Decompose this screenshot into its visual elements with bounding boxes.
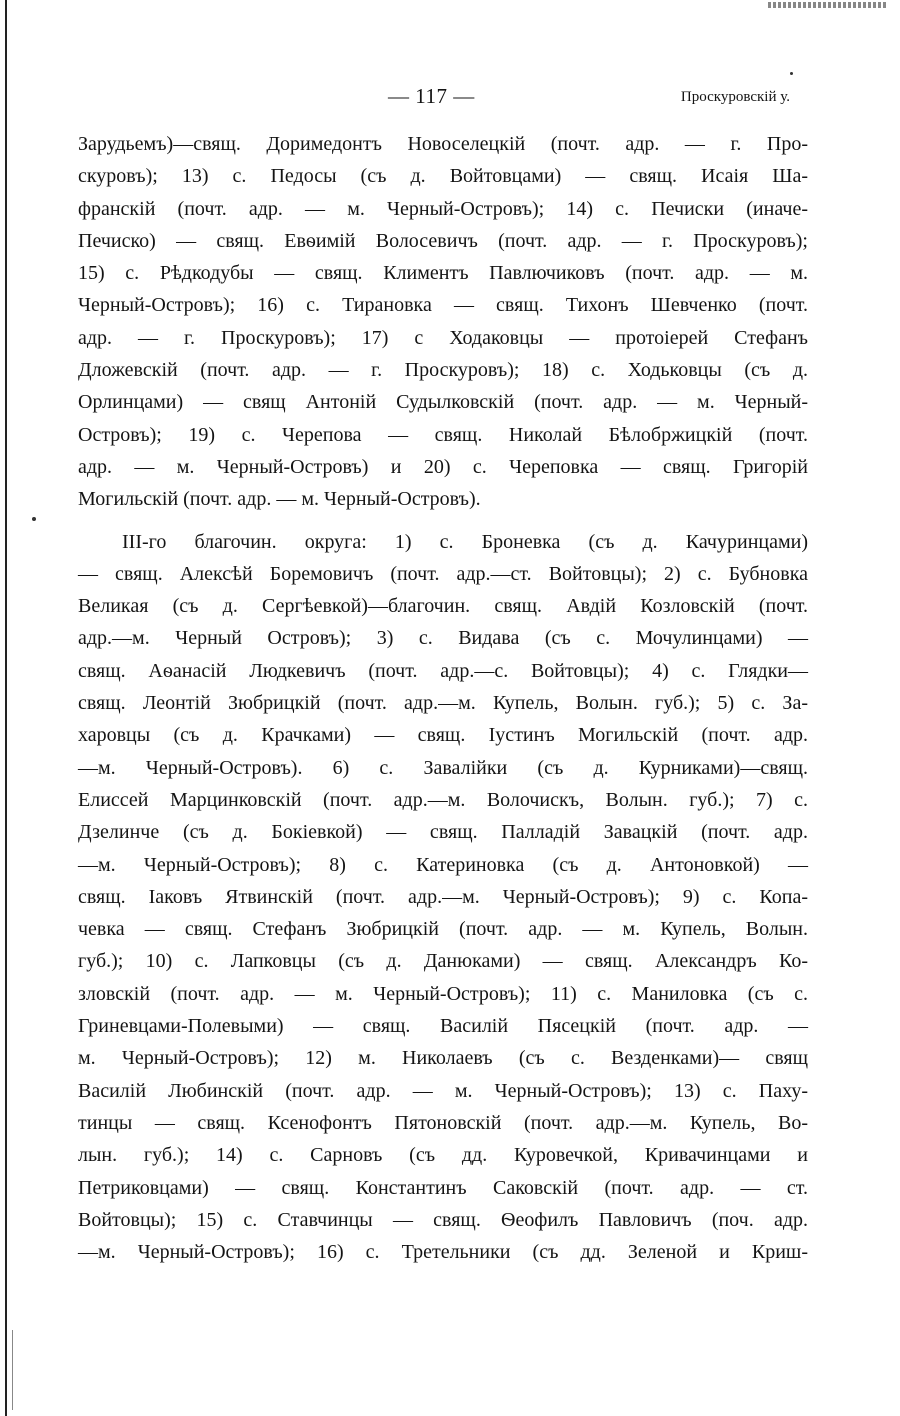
text-line: Островъ); 19) с. Черепова — свящ. Николай Бѣлобржицкій (почт.	[78, 423, 808, 446]
scan-artifact-top	[768, 2, 886, 8]
text-line: м. Черный-Островъ); 12) м. Николаевъ (съ с. Везденками)— свящ	[78, 1047, 808, 1070]
text-line: чевка — свящ. Стефанъ Зюбрицкій (почт. адр. — м. Купель, Волын.	[78, 918, 808, 941]
text-line: скуровъ); 13) с. Педосы (съ д. Войтовцами) — свящ. Исаія Ша-	[78, 165, 808, 188]
text-line: франскій (почт. адр. — м. Черный-Островъ); 14) с. Печиски (иначе-	[78, 197, 808, 220]
scan-speck	[790, 72, 793, 75]
text-line: —м. Черный-Островъ). 6) с. Завалійки (съ д. Курниками)—свящ.	[78, 756, 808, 779]
body-text	[78, 128, 808, 1268]
text-line: Могильскій (почт. адр. — м. Черный-Островъ).	[78, 488, 481, 511]
text-line: свящ. Аѳанасій Людкевичъ (почт. адр.—с. Войтовцы); 4) с. Глядки—	[78, 659, 808, 682]
text-line: губ.); 10) с. Лапковцы (съ д. Данюками) — свящ. Александръ Ко-	[78, 950, 808, 973]
scan-speck	[32, 517, 36, 521]
text-line: —м. Черный-Островъ); 16) с. Третельники (съ дд. Зеленой и Криш-	[78, 1241, 808, 1264]
text-line: Великая (съ д. Сергѣевкой)—благочин. свящ. Авдій Козловскій (почт.	[78, 595, 808, 618]
text-line: Печиско) — свящ. Евѳимій Волосевичъ (почт. адр. — г. Проскуровъ);	[78, 229, 808, 252]
text-line: III-го благочин. округа: 1) с. Броневка (съ д. Качуринцами)	[122, 530, 808, 553]
text-line: свящ. Іаковъ Ятвинскій (почт. адр.—м. Черный-Островъ); 9) с. Копа-	[78, 885, 808, 908]
text-line: —м. Черный-Островъ); 8) с. Катериновка (съ д. Антоновкой) —	[78, 853, 808, 876]
text-line: Гриневцами-Полевыми) — свящ. Василій Пясецкій (почт. адр. —	[78, 1015, 808, 1038]
text-line: Василій Любинскій (почт. адр. — м. Черный-Островъ); 13) с. Паху-	[78, 1079, 808, 1102]
running-head: Проскуровскій у.	[680, 89, 790, 105]
text-line: адр.—м. Черный Островъ); 3) с. Видава (съ с. Мочулинцами) —	[78, 627, 808, 650]
text-line: Зарудьемъ)—свящ. Доримедонтъ Новоселецкій (почт. адр. — г. Про-	[78, 133, 808, 155]
text-line: — свящ. Алексѣй Боремовичъ (почт. адр.—ст. Войтовцы); 2) с. Бубновка	[78, 562, 808, 585]
text-line: Петриковцами) — свящ. Константинъ Саковскій (почт. адр. — ст.	[78, 1176, 808, 1199]
text-line: Елиссей Марцинковскій (почт. адр.—м. Волочискъ, Волын. губ.); 7) с.	[78, 788, 808, 811]
text-line: 15) с. Рѣдкодубы — свящ. Климентъ Павлючиковъ (почт. адр. — м.	[78, 262, 808, 285]
text-line: Войтовцы); 15) с. Ставчинцы — свящ. Ѳеофилъ Павловичъ (поч. адр.	[78, 1208, 808, 1231]
scan-border-left	[5, 0, 7, 1416]
text-line: свящ. Леонтій Зюбрицкій (почт. адр.—м. Купель, Волын. губ.); 5) с. За-	[78, 692, 808, 715]
text-line: харовцы (съ д. Крачками) — свящ. Іустинъ Могильскій (почт. адр.	[78, 724, 808, 747]
paragraph	[78, 526, 808, 1269]
text-line: Дложевскій (почт. адр. — г. Проскуровъ); 18) с. Ходьковцы (съ д.	[78, 359, 808, 382]
paragraph	[78, 128, 808, 516]
page-number: — 117 —	[388, 84, 475, 108]
text-line: лын. губ.); 14) с. Сарновъ (съ дд. Куровечкой, Кривачинцами и	[78, 1144, 808, 1167]
paragraph-gap	[78, 516, 808, 526]
text-line: Дзелинче (съ д. Бокіевкой) — свящ. Палладій Завацкій (почт. адр.	[78, 821, 808, 844]
scan-border-mark	[12, 1330, 13, 1410]
text-line: адр. — м. Черный-Островъ) и 20) с. Череповка — свящ. Григорій	[78, 455, 808, 478]
text-line: адр. — г. Проскуровъ); 17) с Ходаковцы — протоіерей Стефанъ	[78, 326, 808, 349]
page-header	[78, 84, 808, 112]
text-line: тинцы — свящ. Ксенофонтъ Пятоновскій (почт. адр.—м. Купель, Во-	[78, 1111, 808, 1134]
text-line: Орлинцами) — свящ Антоній Судылковскій (почт. адр. — м. Черный-	[78, 391, 808, 414]
text-line: Черный-Островъ); 16) с. Тирановка — свящ. Тихонъ Шевченко (почт.	[78, 294, 808, 317]
text-line: зловскій (почт. адр. — м. Черный-Островъ); 11) с. Маниловка (съ с.	[78, 982, 808, 1005]
